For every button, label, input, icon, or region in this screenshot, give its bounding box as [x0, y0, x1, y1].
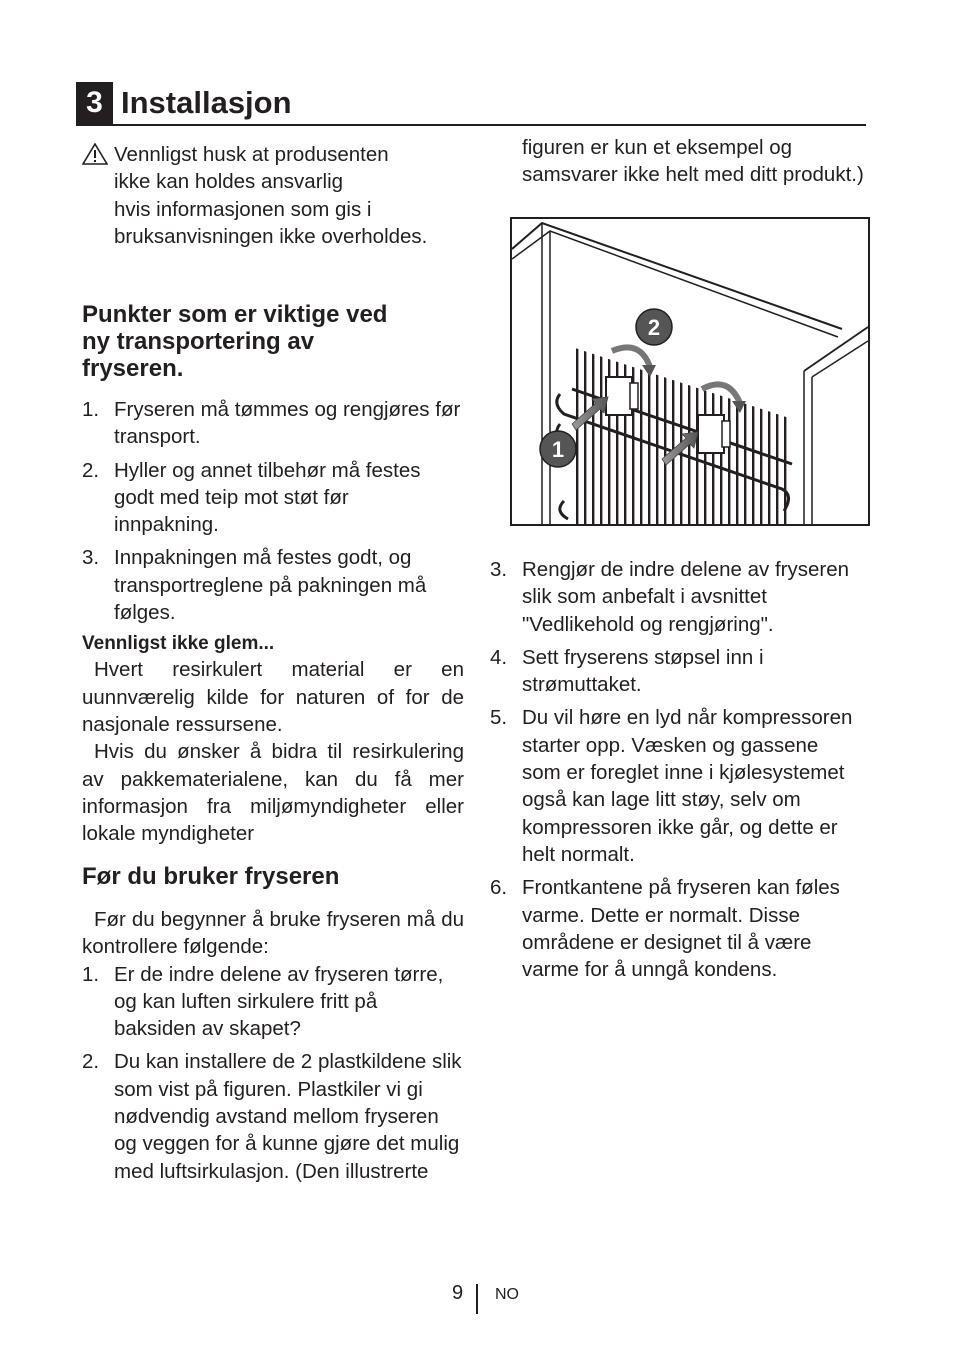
steps-continued [490, 556, 870, 989]
list-item [490, 704, 870, 868]
list-item [490, 644, 870, 699]
list-number: 6. [490, 876, 508, 900]
list-number: 2. [82, 1050, 100, 1074]
list-item [82, 396, 464, 451]
language-code: NO [495, 1286, 519, 1303]
before-use-heading: Før du bruker fryseren [82, 863, 340, 890]
list-number: 5. [490, 706, 508, 730]
list-text: Innpakningen må festes godt, og transportreglene på pakningen må følges. [114, 546, 427, 625]
list-number: 3. [82, 546, 100, 570]
warning-triangle-icon [82, 143, 108, 165]
transport-heading: Punkter som er viktige ved ny transportering av fryseren. [82, 301, 388, 382]
recycle-heading: Vennligst ikke glem... [82, 633, 275, 655]
list-text: Fryseren må tømmes og rengjøres før transport. [114, 398, 461, 449]
warning-line: ikke kan holdes ansvarlig [114, 170, 344, 194]
freezer-back-illustration [512, 219, 868, 524]
list-text: Rengjør de indre delene av fryseren slik som anbefalt i avsnittet "Vedlikehold og rengjøring". [522, 558, 850, 636]
list-item [82, 961, 464, 1043]
page-number: 9 [452, 1282, 464, 1304]
list-item [490, 874, 870, 983]
list-number: 1. [82, 962, 100, 986]
list-number: 1. [82, 398, 100, 421]
list-item [490, 556, 870, 638]
list-number: 3. [490, 558, 508, 581]
warning-line: Vennligst husk at produsenten [114, 143, 389, 166]
before-use-section [82, 863, 464, 1191]
list-text: Du vil høre en lyd når kompressoren starter opp. Væsken og gassene som er foreglet inne i kjølesystemet også kan lage litt støy, selv om kompressoren ikke går, og dette er helt normalt. [522, 706, 853, 866]
list-text: Sett fryserens støpsel inn i strømuttaket. [522, 645, 764, 697]
warning-note [82, 141, 464, 250]
continuation-text: figuren er kun et eksempel og samsvarer ikke helt med ditt produkt.) [522, 136, 864, 187]
list-text: Hyller og annet tilbehør må festes godt med teip mot støt før innpakning. [114, 458, 421, 537]
warning-line: hvis informasjonen som gis i [114, 197, 372, 221]
figure-label-2: 2 [647, 315, 661, 340]
list-item [82, 544, 464, 626]
chapter-title: Installasjon [121, 85, 292, 120]
list-text: Er de indre delene av fryseren tørre, og kan luften sirkulere fritt på baksiden av skapet? [114, 962, 444, 1041]
chapter-header [76, 82, 866, 126]
recycle-paragraph: Hvert resirkulert material er en uunnværelig kilde for naturen of for de nasjonale ressursene. [82, 658, 464, 736]
list-number: 2. [82, 458, 100, 482]
footer-divider [476, 1284, 478, 1314]
list-item [82, 1048, 464, 1184]
spacer-installation-figure [510, 217, 870, 526]
transport-section [82, 301, 464, 847]
list-text: Frontkantene på fryseren kan føles varme. Dette er normalt. Disse områdene er designet til å være varme for å unngå kondens. [522, 876, 840, 982]
list-number: 4. [490, 645, 508, 669]
list-text: Du kan installere de 2 plastkildene slik som vist på figuren. Plastkiler vi gi nødvendig avstand mellom fryseren og veggen for å kunne gjøre det mulig med luftsirkulasjon. (Den illustrerte [114, 1050, 462, 1183]
list-item [82, 457, 464, 539]
recycle-paragraph: Hvis du ønsker å bidra til resirkulering av pakkematerialene, kan du få mer informasjon fra miljømyndigheter eller lokale myndigheter [82, 740, 464, 846]
warning-line: bruksanvisningen ikke overholdes. [114, 224, 428, 248]
chapter-number: 3 [76, 82, 113, 124]
figure-label-1: 1 [551, 437, 565, 462]
before-use-intro: Før du begynner å bruke fryseren må du kontrollere følgende: [82, 908, 464, 959]
